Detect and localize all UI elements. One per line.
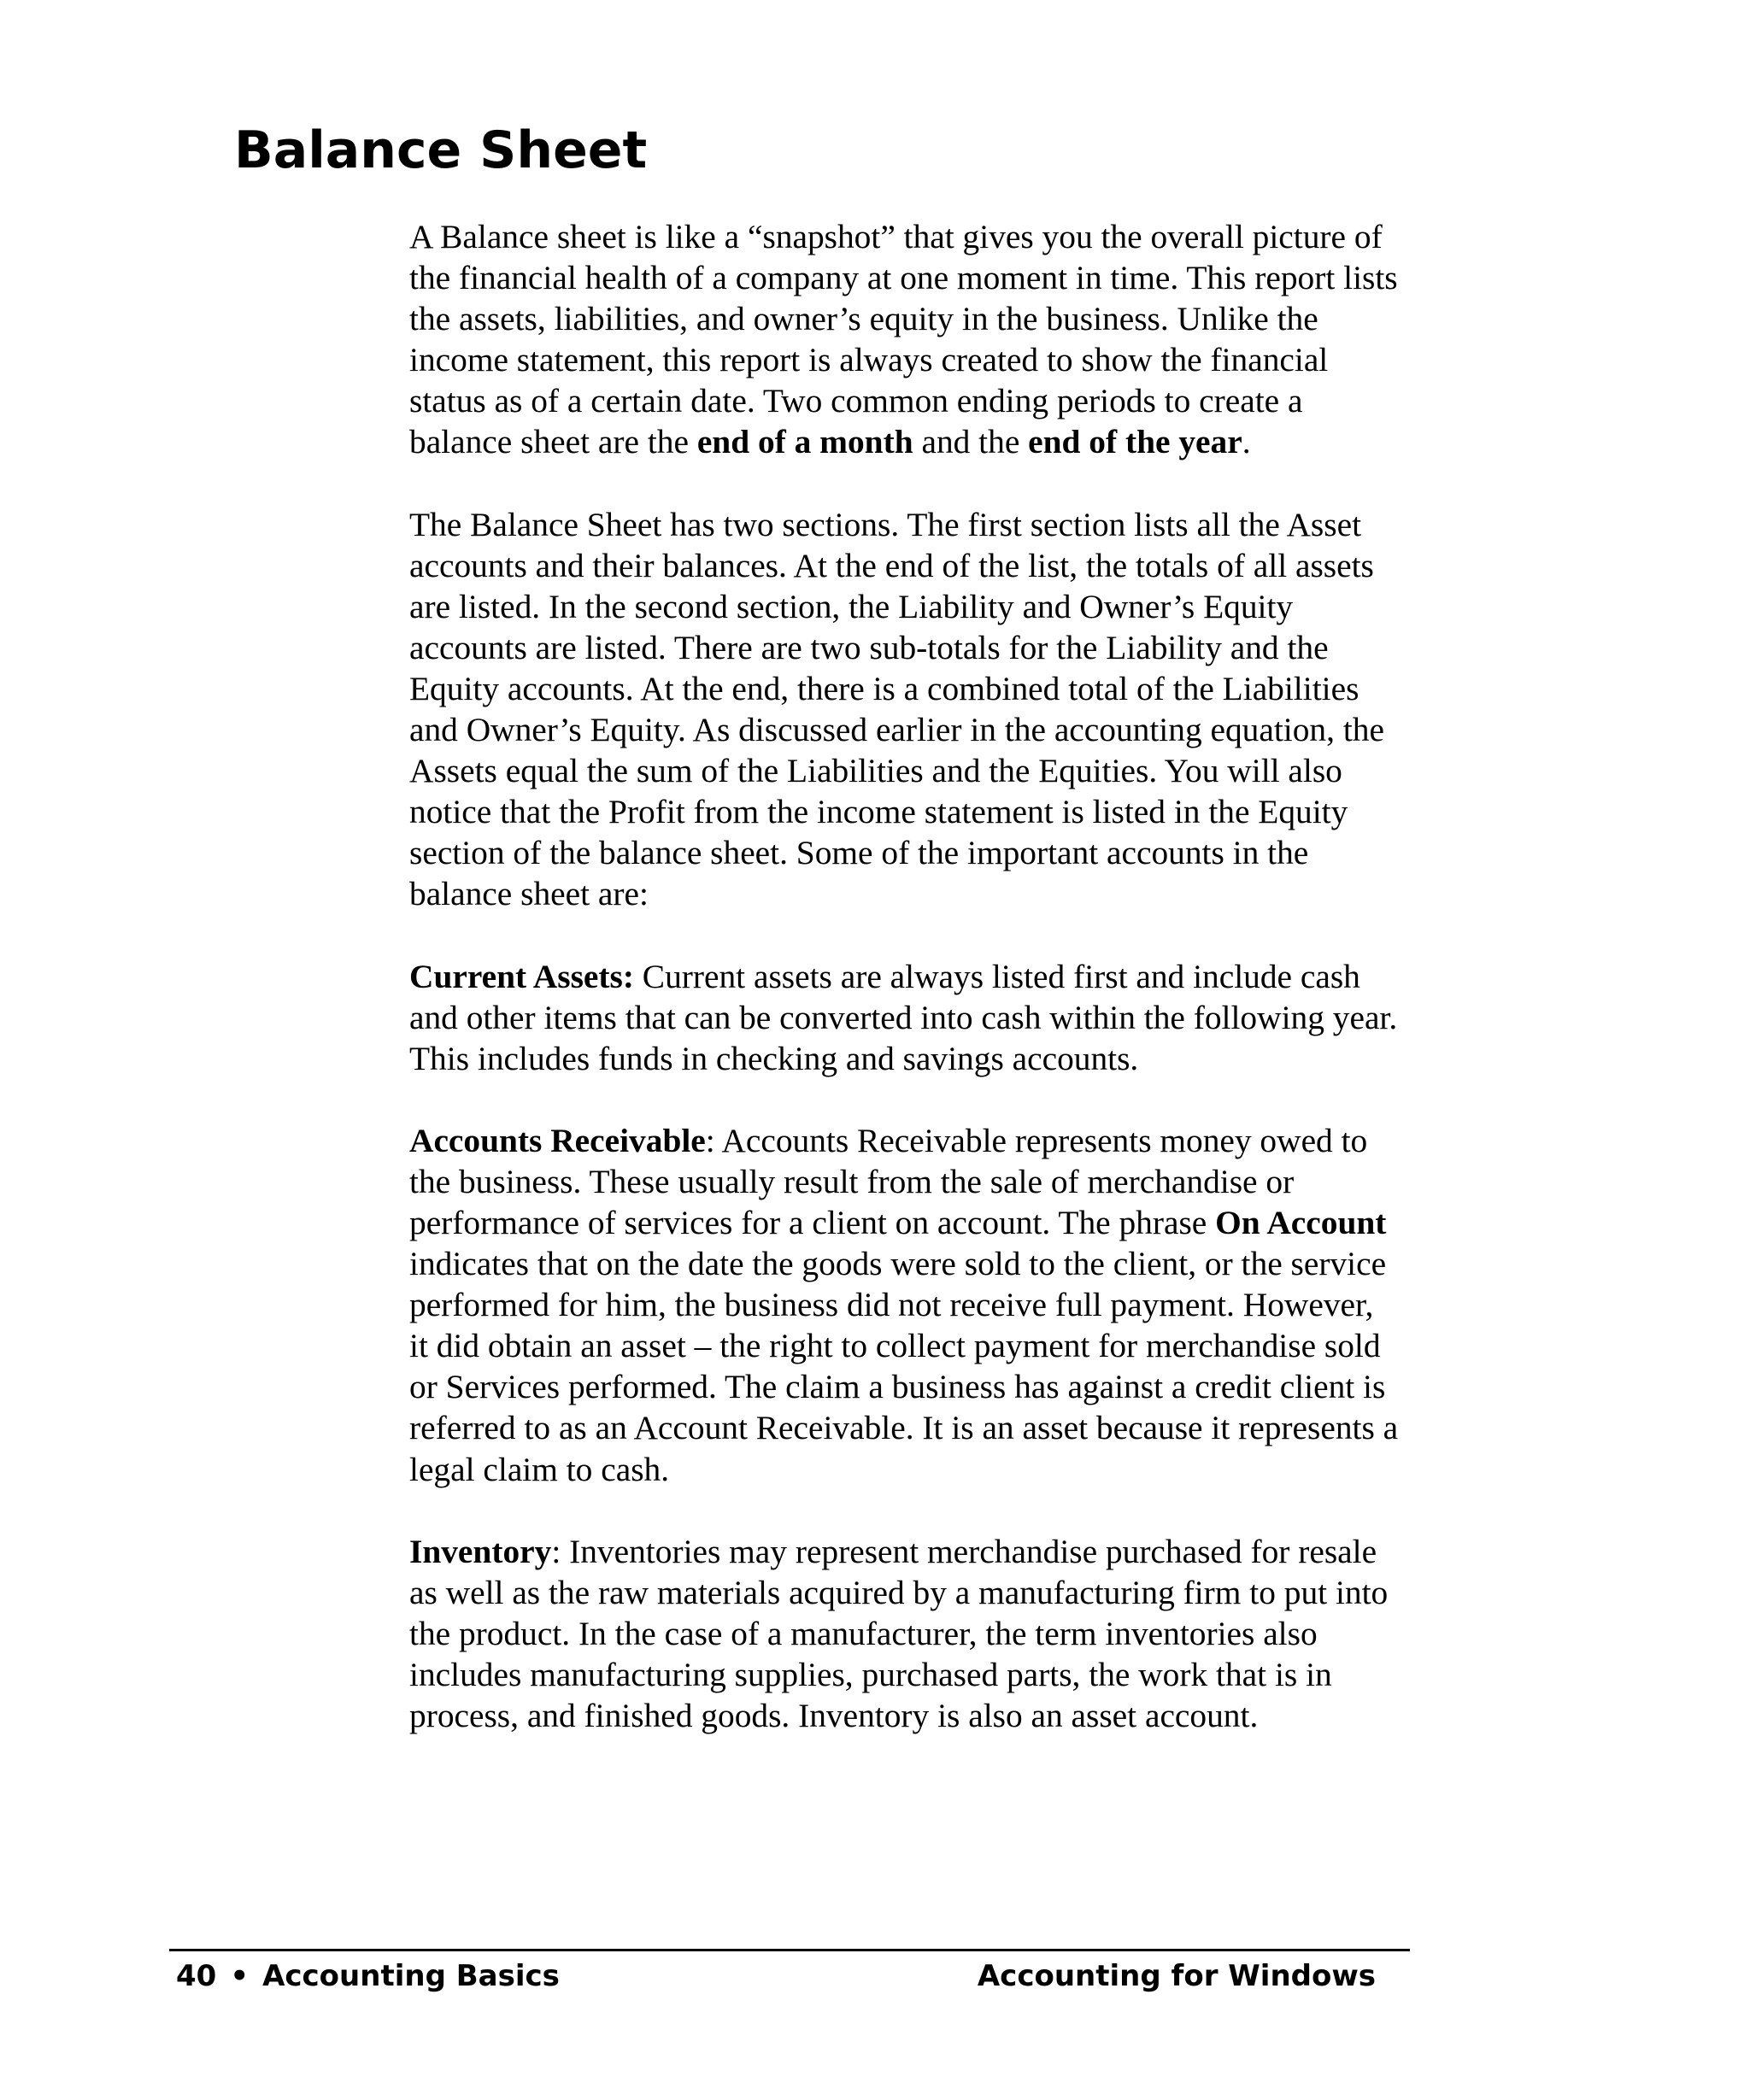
intro-text: . bbox=[1242, 423, 1251, 461]
page-number: 40 bbox=[176, 1959, 217, 1993]
term-on-account: On Account bbox=[1215, 1203, 1387, 1241]
footer-left bbox=[176, 1957, 560, 1995]
page-title: Balance Sheet bbox=[234, 120, 648, 180]
definition-accounts-receivable: indicates that on the date the goods were sold to the client, or the service performed for him, the business did not receive full payment. However, it did obtain an asset – the right to collect payment for merchandise sold or Services performed. The claim a business has against a credit client is referred to as an Account Receivable. It is an asset because it represents a legal claim to cash. bbox=[409, 1245, 1399, 1488]
intro-bold-end-of-year: end of the year bbox=[1028, 423, 1242, 461]
paragraph-intro bbox=[409, 216, 1401, 463]
definition-accounts-receivable: : Accounts Receivable represents money owed to the business. These usually result from the sale of merchandise or performance of services for a client on account. The phrase bbox=[409, 1121, 1368, 1241]
intro-text: A Balance sheet is like a “snapshot” that gives you the overall picture of the financial health of a company at one moment in time. This report lists the assets, liabilities, and owner’s equity in the business. Unlike the income statement, this report is always created to show the financial status as of a certain date. Two common ending periods to create a balance sheet are the bbox=[409, 218, 1398, 461]
definition-inventory: : Inventories may represent merchandise purchased for resale as well as the raw materials acquired by a manufacturing firm to put into the product. In the case of a manufacturer, the term inventories also includes manufacturing supplies, purchased parts, the work that is in process, and finished goods. Inventory is also an asset account. bbox=[409, 1532, 1389, 1734]
paragraph-inventory bbox=[409, 1531, 1401, 1736]
chapter-title: Accounting Basics bbox=[262, 1959, 560, 1993]
intro-bold-end-of-month: end of a month bbox=[696, 423, 913, 461]
term-accounts-receivable: Accounts Receivable bbox=[409, 1121, 706, 1159]
paragraph-current-assets bbox=[409, 956, 1401, 1079]
term-current-assets: Current Assets: bbox=[409, 957, 634, 995]
footer-bullet: • bbox=[230, 1959, 250, 1993]
footer-rule bbox=[169, 1949, 1410, 1951]
paragraph-accounts-receivable bbox=[409, 1120, 1401, 1490]
paragraph-sections: The Balance Sheet has two sections. The first section lists all the Asset accounts and their balances. At the end of the list, the totals of all assets are listed. In the second section, the Liability and Owner’s Equity accounts are listed. There are two sub-totals for the Liability and the Equity accounts. At the end, there is a combined total of the Liabilities and Owner’s Equity. As discussed earlier in the accounting equation, the Assets equal the sum of the Liabilities and the Equities. You will also notice that the Profit from the income statement is listed in the Equity section of the balance sheet. Some of the important accounts in the balance sheet are: bbox=[409, 505, 1384, 913]
intro-text: and the bbox=[913, 423, 1029, 461]
term-inventory: Inventory bbox=[409, 1532, 552, 1570]
definition-current-assets: Current assets are always listed first and include cash and other items that can be converted into cash within the following year. This includes funds in checking and savings accounts. bbox=[409, 957, 1398, 1077]
body-text bbox=[409, 216, 1401, 1736]
book-title: Accounting for Windows bbox=[977, 1959, 1376, 1993]
